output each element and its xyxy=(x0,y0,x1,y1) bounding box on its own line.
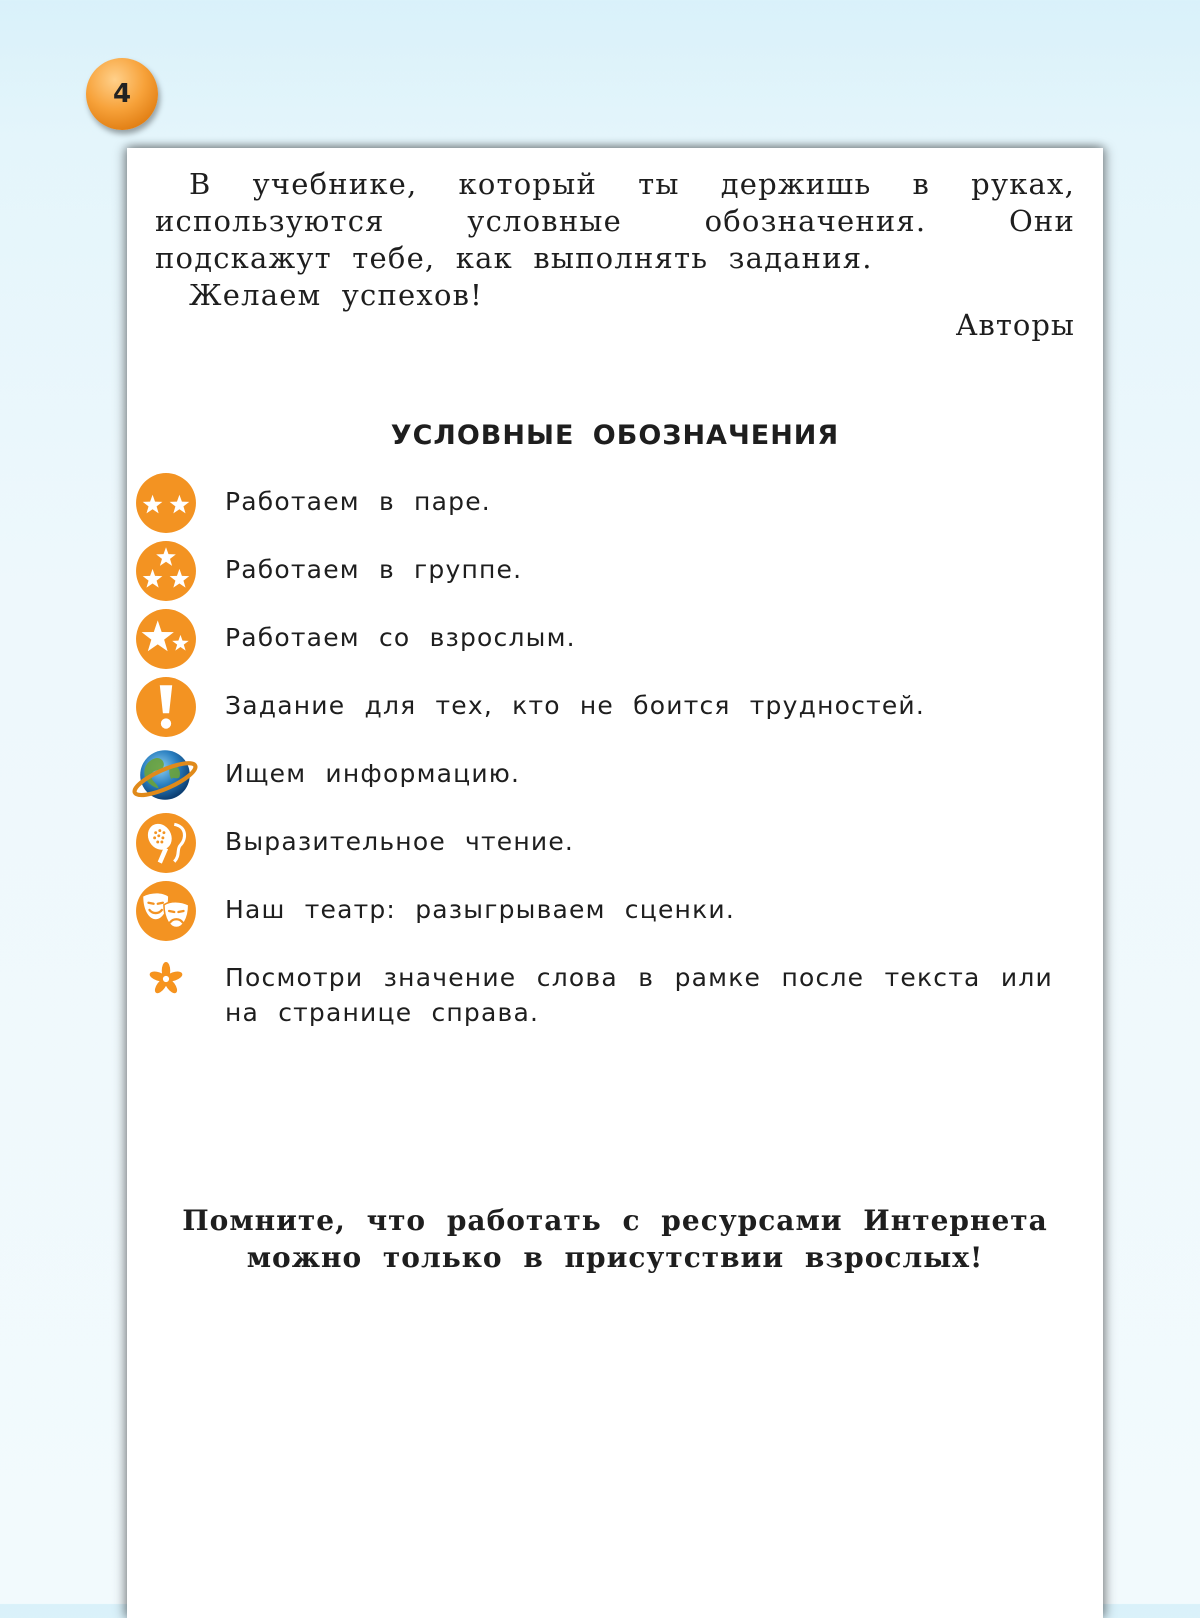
legend-label: Задание для тех, кто не боится трудностей. xyxy=(225,691,926,720)
authors-signature: Авторы xyxy=(955,308,1075,342)
big-and-small-star-icon xyxy=(135,608,197,670)
page-number: 4 xyxy=(112,79,132,109)
intro-text xyxy=(155,166,1075,314)
legend-label: Работаем в группе. xyxy=(225,555,523,584)
legend-label: Наш театр: разыгрываем сценки. xyxy=(225,895,735,924)
three-stars-icon xyxy=(135,540,197,602)
exclamation-icon xyxy=(135,676,197,738)
legend-label: Работаем в паре. xyxy=(225,487,491,516)
globe-icon xyxy=(127,744,203,806)
intro-paragraph: В учебнике, который ты держишь в руках, используются условные обозначения. Они подскажут тебе, как выполнять задания. xyxy=(155,167,1075,275)
notice-line: можно только в присутствии взрослых! xyxy=(246,1241,984,1274)
internet-safety-notice xyxy=(127,1202,1103,1276)
page-number-badge xyxy=(86,58,158,130)
asterisk-icon xyxy=(135,948,197,1010)
notice-line: Помните, что работать с ресурсами Интернета xyxy=(182,1204,1048,1237)
legend-label: Посмотри значение слова в рамке после текста или на странице справа. xyxy=(225,963,1053,1027)
microphone-icon xyxy=(135,812,197,874)
page-sheet xyxy=(127,148,1103,1618)
legend-label: Ищем информацию. xyxy=(225,759,521,788)
legend-label: Работаем со взрослым. xyxy=(225,623,576,652)
legend-title: УСЛОВНЫЕ ОБОЗНАЧЕНИЯ xyxy=(390,420,840,451)
theater-masks-icon xyxy=(135,880,197,942)
two-stars-icon xyxy=(135,472,197,534)
legend-label: Выразительное чтение. xyxy=(225,827,575,856)
intro-wish: Желаем успехов! xyxy=(189,278,483,312)
